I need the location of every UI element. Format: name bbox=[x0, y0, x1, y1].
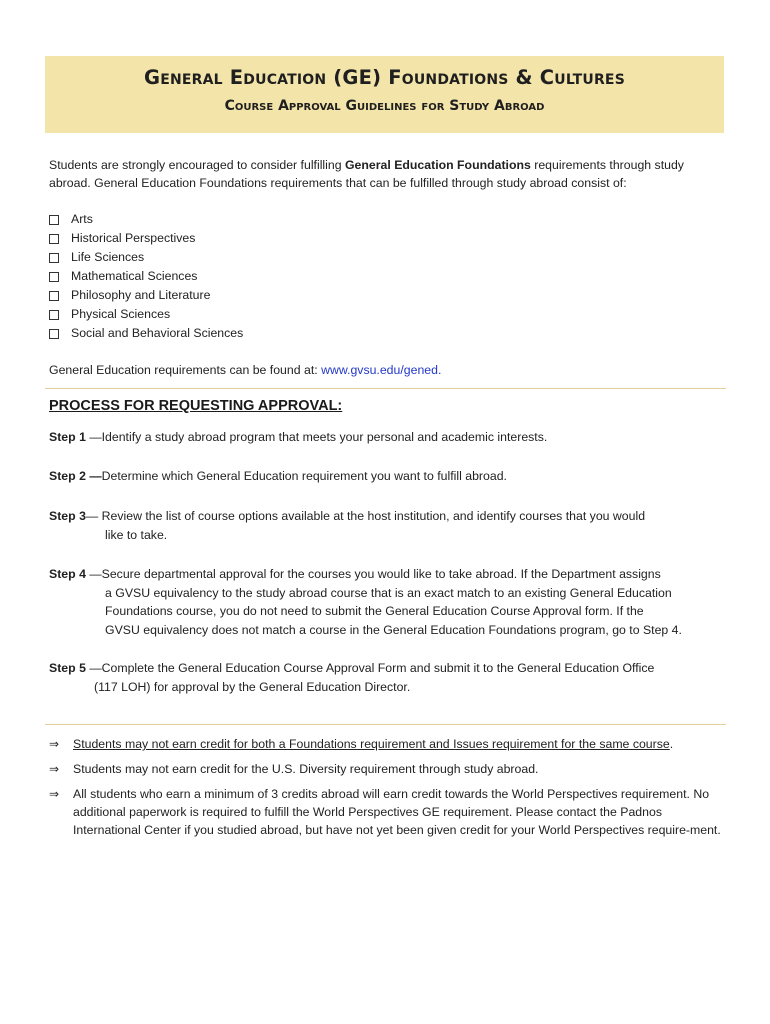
step-label: Step 5 bbox=[49, 661, 86, 675]
step-2 bbox=[49, 467, 725, 486]
step-text-continued: Foundations course, you do not need to submit the General Education Course Approval form. If the bbox=[105, 604, 644, 619]
intro-text-start: Students are strongly encouraged to consider fulfilling bbox=[49, 158, 345, 172]
list-item bbox=[49, 267, 243, 286]
list-item-label: Historical Perspectives bbox=[71, 231, 196, 245]
checkbox-icon bbox=[49, 291, 59, 301]
list-item bbox=[49, 324, 243, 343]
step-text: Determine which General Education requirement you want to fulfill abroad. bbox=[101, 469, 507, 483]
step-label: Step 4 bbox=[49, 567, 86, 581]
title-banner bbox=[45, 56, 724, 133]
step-text: Secure departmental approval for the courses you would like to take abroad. If the Department assigns bbox=[101, 567, 661, 581]
step-separator: — bbox=[85, 661, 102, 675]
intro-paragraph bbox=[49, 156, 729, 192]
step-separator: — bbox=[85, 430, 102, 444]
arrow-right-icon: ⇒ bbox=[49, 787, 60, 801]
arrow-right-icon: ⇒ bbox=[49, 762, 60, 776]
step-text-continued: (117 LOH) for approval by the General Education Director. bbox=[94, 679, 411, 694]
list-item-label: Arts bbox=[71, 212, 93, 226]
note-text: Students may not earn credit for the U.S. Diversity requirement through study abroad. bbox=[73, 762, 539, 776]
divider bbox=[45, 388, 726, 389]
step-label: Step 2 — bbox=[49, 469, 102, 483]
step-separator: — bbox=[85, 509, 102, 523]
step-label: Step 1 bbox=[49, 430, 86, 444]
page-title: General Education (GE) Foundations & Cultures bbox=[144, 66, 625, 89]
list-item bbox=[49, 286, 243, 305]
note-text-tail: . bbox=[669, 737, 674, 751]
page-subtitle: Course Approval Guidelines for Study Abroad bbox=[224, 98, 545, 114]
step-4 bbox=[49, 565, 725, 639]
checkbox-icon bbox=[49, 215, 59, 225]
arrow-right-icon: ⇒ bbox=[49, 737, 60, 751]
step-text: Identify a study abroad program that meets your personal and academic interests. bbox=[101, 430, 548, 444]
checkbox-icon bbox=[49, 253, 59, 263]
requirements-text: General Education requirements can be found at: bbox=[49, 363, 322, 377]
list-item bbox=[49, 248, 243, 267]
checkbox-icon bbox=[49, 234, 59, 244]
process-heading: PROCESS FOR REQUESTING APPROVAL: bbox=[49, 398, 343, 414]
list-item-label: Physical Sciences bbox=[71, 307, 171, 321]
foundations-checklist bbox=[49, 210, 243, 343]
step-5 bbox=[49, 659, 725, 696]
step-text: Complete the General Education Course Approval Form and submit it to the General Education Office bbox=[101, 661, 655, 675]
checkbox-icon bbox=[49, 272, 59, 282]
list-item-label: Philosophy and Literature bbox=[71, 288, 211, 302]
step-label: Step 3 bbox=[49, 509, 86, 523]
note-item bbox=[49, 735, 725, 753]
gened-link[interactable]: www.gvsu.edu/gened. bbox=[321, 363, 442, 377]
note-item bbox=[49, 760, 725, 778]
list-item-label: Mathematical Sciences bbox=[71, 269, 198, 283]
list-item bbox=[49, 305, 243, 324]
checkbox-icon bbox=[49, 310, 59, 320]
step-text-continued: GVSU equivalency does not match a course in the General Education Foundations program, go to Step 4. bbox=[105, 622, 682, 637]
notes-list bbox=[49, 735, 725, 846]
checkbox-icon bbox=[49, 329, 59, 339]
step-3 bbox=[49, 507, 725, 544]
note-text: All students who earn a minimum of 3 credits abroad will earn credit towards the World Perspectives requirement. No additional paperwork is required to fulfill the World Perspectives GE requirement. Please contact the Padnos International Center if you studied abroad, but have not yet been given credit for your World Perspectives require-ment. bbox=[73, 787, 721, 837]
intro-text-end: requirements through study abroad. General Education Foundations requirements that can be fulfilled through study abroad consist of: bbox=[49, 158, 684, 190]
intro-bold-term: General Education Foundations bbox=[344, 158, 531, 172]
list-item bbox=[49, 229, 243, 248]
list-item-label: Social and Behavioral Sciences bbox=[71, 326, 244, 340]
divider bbox=[45, 724, 726, 725]
note-text: Students may not earn credit for both a Foundations requirement and Issues requirement for the same course bbox=[73, 737, 670, 751]
requirements-line bbox=[49, 361, 441, 379]
step-text-continued: like to take. bbox=[105, 527, 168, 542]
list-item-label: Life Sciences bbox=[71, 250, 145, 264]
step-text-continued: a GVSU equivalency to the study abroad course that is an exact match to an existing General Education bbox=[105, 585, 672, 600]
step-1 bbox=[49, 428, 725, 447]
step-separator: — bbox=[85, 567, 102, 581]
step-text: Review the list of course options available at the host institution, and identify courses that you would bbox=[101, 509, 646, 523]
list-item bbox=[49, 210, 243, 229]
note-item bbox=[49, 785, 725, 839]
